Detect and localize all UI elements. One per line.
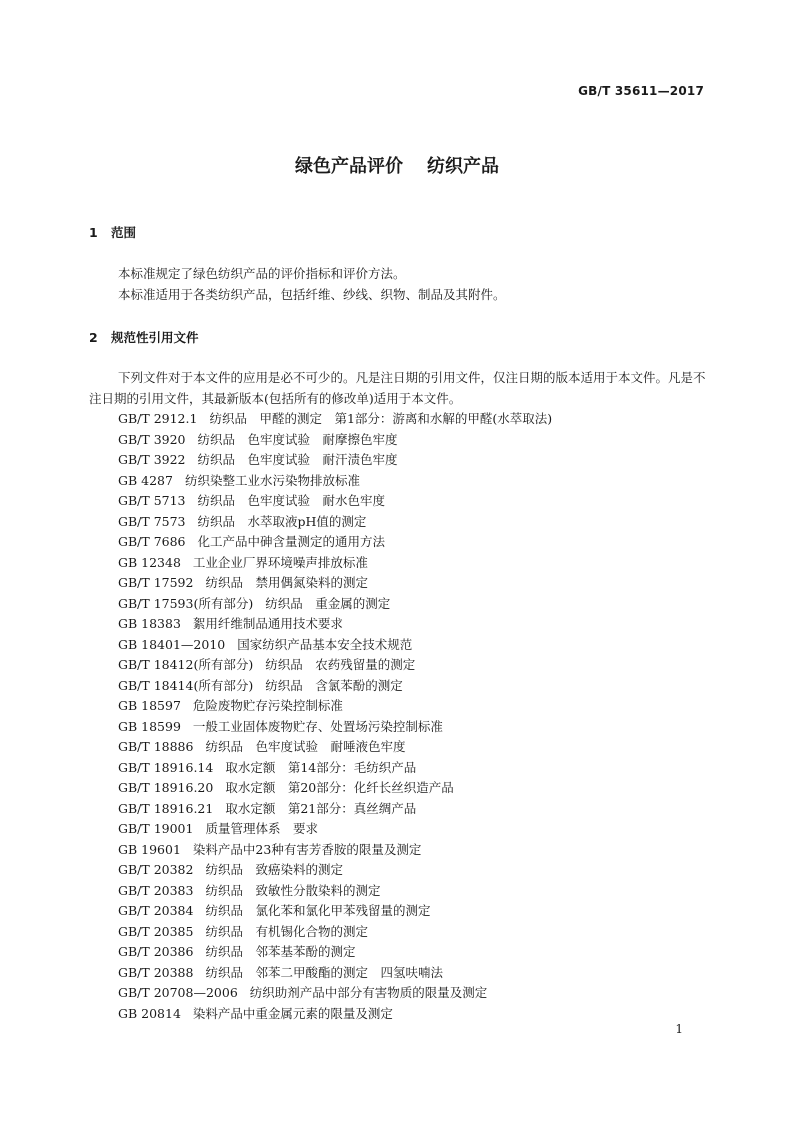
reference-item bbox=[89, 430, 709, 451]
title-part-2: 纺织产品 bbox=[427, 156, 499, 177]
reference-code: GB/T 18916.20 bbox=[118, 780, 214, 795]
reference-code: GB 4287 bbox=[118, 472, 173, 488]
reference-title: 纺织染整工业水污染物排放标准 bbox=[184, 472, 360, 488]
reference-title: 絮用纤维制品通用技术要求 bbox=[192, 616, 343, 631]
reference-code: GB 18383 bbox=[118, 616, 181, 631]
reference-title: 纺织品 甲醛的测定 第1部分：游离和水解的甲醛(水萃取法) bbox=[209, 411, 553, 426]
reference-item bbox=[89, 1004, 709, 1025]
reference-title: 质量管理体系 要求 bbox=[205, 821, 318, 836]
reference-title: 取水定额 第21部分：真丝绸产品 bbox=[225, 800, 417, 816]
reference-item bbox=[89, 635, 709, 656]
reference-item bbox=[89, 942, 709, 963]
title-part-1: 绿色产品评价 bbox=[295, 156, 403, 177]
reference-item bbox=[89, 512, 709, 533]
reference-code: GB/T 3920 bbox=[118, 431, 186, 447]
reference-code: GB/T 18412(所有部分) bbox=[118, 657, 254, 672]
reference-item bbox=[89, 737, 709, 758]
document-title bbox=[0, 152, 794, 178]
references-intro: 下列文件对于本文件的应用是必不可少的。凡是注日期的引用文件，仅注日期的版本适用于本文件。凡是不注日期的引用文件，其最新版本(包括所有的修改单)适用于本文件。 bbox=[89, 370, 706, 406]
reference-title: 取水定额 第20部分：化纤长丝织造产品 bbox=[225, 780, 454, 795]
reference-item bbox=[89, 881, 709, 902]
reference-item bbox=[89, 696, 709, 717]
reference-item bbox=[89, 983, 709, 1004]
reference-item bbox=[89, 717, 709, 738]
reference-title: 纺织品 氯化苯和氯化甲苯残留量的测定 bbox=[205, 903, 431, 918]
standard-code: GB/T 35611—2017 bbox=[578, 84, 704, 98]
reference-title: 纺织品 色牢度试验 耐水色牢度 bbox=[197, 493, 386, 508]
scope-text bbox=[89, 264, 709, 305]
reference-code: GB/T 19001 bbox=[118, 821, 194, 836]
reference-title: 纺织品 致癌染料的测定 bbox=[205, 862, 343, 877]
reference-title: 纺织品 邻苯基苯酚的测定 bbox=[205, 944, 356, 959]
reference-title: 危险废物贮存污染控制标准 bbox=[192, 698, 343, 713]
reference-code: GB/T 17593(所有部分) bbox=[118, 595, 254, 611]
reference-item bbox=[89, 450, 709, 471]
reference-code: GB/T 18916.14 bbox=[118, 759, 214, 775]
section-title: 规范性引用文件 bbox=[111, 330, 199, 345]
reference-item bbox=[89, 573, 709, 594]
reference-title: 纺织品 色牢度试验 耐汗渍色牢度 bbox=[197, 452, 398, 467]
reference-code: GB/T 20386 bbox=[118, 944, 194, 959]
reference-title: 纺织品 水萃取液pH值的测定 bbox=[197, 513, 367, 529]
reference-title: 纺织品 重金属的测定 bbox=[265, 595, 391, 611]
reference-code: GB/T 18886 bbox=[118, 739, 194, 754]
reference-list bbox=[89, 409, 709, 1024]
reference-code: GB/T 20382 bbox=[118, 862, 194, 877]
reference-code: GB/T 20388 bbox=[118, 964, 194, 980]
reference-item bbox=[89, 860, 709, 881]
section-2-heading bbox=[89, 328, 199, 346]
reference-item bbox=[89, 471, 709, 492]
reference-item bbox=[89, 963, 709, 984]
section-1-heading bbox=[89, 223, 136, 241]
reference-title: 纺织品 邻苯二甲酸酯的测定 四氢呋喃法 bbox=[205, 964, 443, 980]
reference-code: GB/T 3922 bbox=[118, 452, 186, 467]
reference-code: GB/T 20385 bbox=[118, 923, 194, 939]
reference-title: 国家纺织产品基本安全技术规范 bbox=[237, 636, 413, 652]
reference-title: 纺织品 致敏性分散染料的测定 bbox=[205, 882, 381, 898]
reference-item bbox=[89, 532, 709, 553]
reference-code: GB/T 20708—2006 bbox=[118, 985, 238, 1000]
page-number: 1 bbox=[675, 1022, 683, 1036]
reference-code: GB 18401—2010 bbox=[118, 636, 226, 652]
reference-item bbox=[89, 758, 709, 779]
reference-title: 化工产品中砷含量测定的通用方法 bbox=[197, 534, 386, 549]
reference-item bbox=[89, 799, 709, 820]
reference-code: GB 19601 bbox=[118, 841, 181, 857]
reference-code: GB 18597 bbox=[118, 698, 181, 713]
reference-title: 染料产品中23种有害芳香胺的限量及测定 bbox=[192, 841, 422, 857]
reference-code: GB/T 17592 bbox=[118, 575, 194, 590]
reference-code: GB/T 18414(所有部分) bbox=[118, 677, 254, 693]
reference-item bbox=[89, 676, 709, 697]
reference-title: 纺织品 禁用偶氮染料的测定 bbox=[205, 575, 368, 590]
paragraph: 本标准规定了绿色纺织产品的评价指标和评价方法。 bbox=[118, 266, 406, 281]
paragraph: 本标准适用于各类纺织产品，包括纤维、纱线、织物、制品及其附件。 bbox=[118, 286, 506, 302]
reference-title: 纺织品 有机锡化合物的测定 bbox=[205, 923, 368, 939]
reference-title: 一般工业固体废物贮存、处置场污染控制标准 bbox=[192, 718, 443, 734]
reference-code: GB/T 20383 bbox=[118, 882, 194, 898]
reference-item bbox=[89, 655, 709, 676]
reference-item bbox=[89, 614, 709, 635]
reference-title: 纺织品 色牢度试验 耐唾液色牢度 bbox=[205, 739, 406, 754]
reference-title: 纺织品 含氯苯酚的测定 bbox=[265, 677, 403, 693]
reference-item bbox=[89, 840, 709, 861]
reference-item bbox=[89, 922, 709, 943]
reference-item bbox=[89, 409, 709, 430]
section-number: 1 bbox=[89, 225, 98, 240]
reference-code: GB/T 7573 bbox=[118, 513, 186, 529]
reference-code: GB/T 5713 bbox=[118, 493, 186, 508]
reference-code: GB 18599 bbox=[118, 718, 181, 734]
section-number: 2 bbox=[89, 330, 98, 345]
reference-item bbox=[89, 901, 709, 922]
reference-item bbox=[89, 491, 709, 512]
reference-code: GB/T 18916.21 bbox=[118, 800, 214, 816]
section-title: 范围 bbox=[111, 225, 137, 240]
reference-code: GB 12348 bbox=[118, 554, 181, 570]
reference-item bbox=[89, 819, 709, 840]
reference-title: 纺织品 农药残留量的测定 bbox=[265, 657, 416, 672]
reference-code: GB/T 7686 bbox=[118, 534, 186, 549]
reference-item bbox=[89, 553, 709, 574]
reference-code: GB 20814 bbox=[118, 1005, 181, 1021]
normative-references bbox=[89, 368, 709, 1024]
reference-title: 纺织助剂产品中部分有害物质的限量及测定 bbox=[249, 985, 488, 1000]
reference-title: 工业企业厂界环境噪声排放标准 bbox=[192, 554, 368, 570]
reference-title: 纺织品 色牢度试验 耐摩擦色牢度 bbox=[197, 431, 398, 447]
reference-title: 取水定额 第14部分：毛纺织产品 bbox=[225, 759, 417, 775]
reference-code: GB/T 2912.1 bbox=[118, 411, 198, 426]
reference-code: GB/T 20384 bbox=[118, 903, 194, 918]
reference-item bbox=[89, 594, 709, 615]
reference-item bbox=[89, 778, 709, 799]
reference-title: 染料产品中重金属元素的限量及测定 bbox=[192, 1005, 393, 1021]
